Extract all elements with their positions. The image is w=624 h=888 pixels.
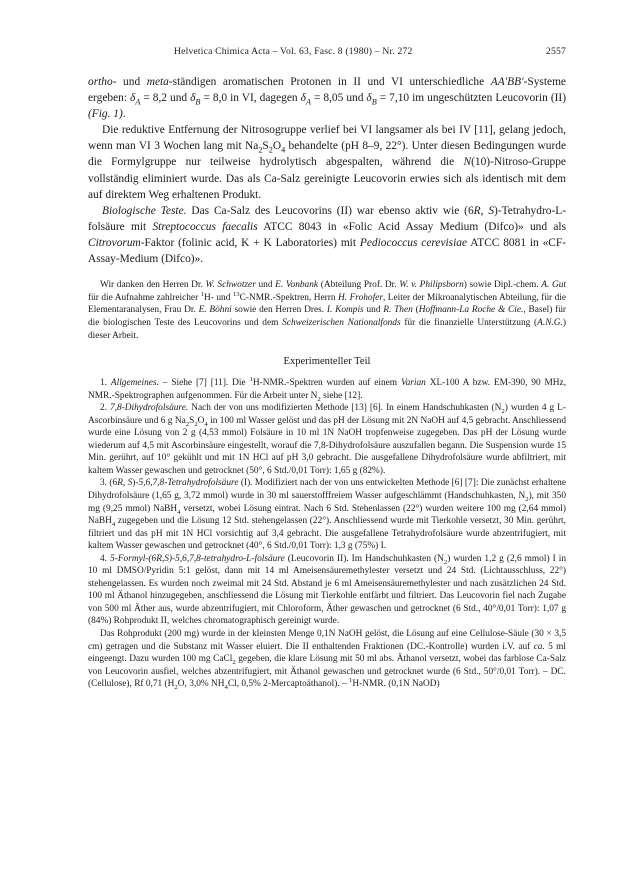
main-text	[88, 74, 566, 267]
section-title: Experimenteller Teil	[283, 356, 371, 368]
experimental-paragraph: 1. Allgemeines. – Siehe [7] [11]. Die $^1$H-NMR.-Spektren wurden auf einem Varian XL-100 A bzw. EM-390, 90 MHz, NMR.-Spektrographen aufgenommen. Für die Arbeit unter $N_2$ siehe [12].	[88, 375, 567, 403]
acknowledgement-text: Wir danken den Herren Dr. W. Schwotzer und E. Vonbank (Abteilung Prof. Dr. W. v. Philipsborn) sowie Dipl.-chem. A. Gut für die Aufnahme zahlreicher $^1$H- und $^{13}$C-NMR.-Spektren, Herrn H. Frohofer, Leiter der Mikroanalytischen Abteilung, für die Elementaranalysen, Frau Dr. E. Böhni sowie den Herren Dres. I. Kompis und R. Then (Hoffmann-La Roche & Cie., Basel) für die biologischen Teste des Leucovorins und dem Schweizerischen Nationalfonds für die finanzielle Unterstützung (A.N.G.) dieser Arbeit.	[88, 280, 567, 341]
body-paragraph: Die reduktive Entfernung der Nitrosogruppe verlief bei VI langsamer als bei IV [11], gelang jedoch, wenn man VI 3 Wochen lang mit $Na_2S_2O_4$ behandelte (pH 8–9, 22°). Unter diesen Bedingungen wurde die Formylgruppe nur teilweise hydrolytisch abgespalten, während die N(10)-Nitroso-Gruppe vollständig eliminiert wurde. Das als Ca-Salz gereinigte Leucovorin erwies sich als identisch mit dem auf direktem Weg erhaltenen Produkt.	[88, 124, 566, 201]
page-number: 2557	[546, 46, 566, 57]
body-paragraph: ortho- und meta-ständigen aromatischen Protonen in II und VI unterschiedliche AA′BB′-Systeme ergeben: $\delta_A = 8,2$ und $\delta_B = 8,0$ in VI, dagegen $\delta_A = 8,05$ und $\delta_B = 7,10$ im ungeschützten Leucovorin (II) (Fig. 1).	[88, 76, 567, 121]
body-paragraph: Biologische Teste. Das Ca-Salz des Leucovorins (II) war ebenso aktiv wie (6R, S)-Tetrahydro-L-folsäure mit Streptococcus faecalis ATCC 8043 in «Folic Acid Assay Medium (Difco)» und als Citrovorum-Faktor (folinic acid, K + K Laboratories) mit Pediococcus cerevisiae ATCC 8081 in «CF-Assay-Medium (Difco)».	[88, 204, 567, 266]
running-header	[88, 46, 566, 62]
running-title: Helvetica Chimica Acta – Vol. 63, Fasc. 8 (1980) – Nr. 272	[174, 46, 413, 57]
acknowledgement	[88, 279, 566, 342]
experimental-section	[88, 377, 566, 691]
experimental-paragraph: 2. 7,8-Dihydrofolsäure. Nach der von uns modifizierten Methode [13] [6]. In einem Handschuhkasten $(N_2)$ wurden 4 g L-Ascorbinsäure und 6 g $Na_2S_2O_4$ in 100 ml Wasser gelöst und das pH der Lösung mit 2N NaOH auf 4,5 gebracht. Anschliessend wurde eine Lösung von 2 g (4,53 mmol) Folsäure in 10 ml 1N NaOH tropfenweise zugegeben. Das pH der Lösung wurde wiederum auf 4,5 mit Ascorbinsäure eingestellt, worauf die 7,8-Dihydrofolsäure auszufallen begann. Die Suspension wurde 15 Min. gerührt, auf 10° gekühlt und mit 1N HCl auf pH 3,0 gebracht. Die ausgefallene Dihydrofolsäure wurde abfiltriert, mit kaltem Wasser gewaschen und getrocknet (50°, 6 Std./0,01 Torr): 1,65 g (82%).	[88, 403, 567, 476]
experimental-paragraph: 3. (6R, S)-5,6,7,8-Tetrahydrofolsäure (I). Modifiziert nach der von uns entwickelten Methode [6] [7]: Die zunächst erhaltene Dihydrofolsäure (1,65 g, 3,72 mmol) wurde in 30 ml sauerstofffreiem Wasser aufgeschlämmt (Handschuhkasten, $N_2$), mit 350 mg (9,25 mmol) NaBH$_4$ versetzt, wobei Lösung eintrat. Nach 6 Std. Stehenlassen (22°) wurden weitere 100 mg (2,64 mmol) NaBH$_4$ zugegeben und die Lösung 12 Std. stehengelassen (22°). Anschliessend wurde mit Tierkohle versetzt, 30 Min. gerührt, filtriert und das pH mit 1N HCl vorsichtig auf 3,4 gebracht. Die ausgefallene Tetrahydrofolsäure wurde abzentrifugiert, mit kaltem Wasser gewaschen und getrocknet (40°, 6 Std./0,01 Torr): 1,3 g (75%) I.	[88, 478, 566, 552]
experimental-paragraph: 4. 5-Formyl-(6R,S)-5,6,7,8-tetrahydro-L-folsäure (Leucovorin II). Im Handschuhkasten $(N_2)$ wurden 1,2 g (2,6 mmol) I in 10 ml DMSO/Pyridin 5:1 gelöst, dann mit 14 ml Ameisensäuremethylester versetzt und 24 Std. (Lichtausschluss, 22°) stehengelassen. Es wurden noch zweimal mit 24 Std. Abstand je 6 ml Ameisensäuremethylester und nach zusätzlichen 24 Std. 100 ml Äthanol hinzugegeben, anschliessend die Lösung mit Tierkohle entfärbt und filtriert. Das Leucovorin fiel nach Zugabe von 500 ml Äther aus, wurde abzentrifugiert, mit Chloroform, Äther gewaschen und getrocknet (6 Std., 40°/0,01 Torr): 1,07 g (84%) Rohprodukt II, welches chromatographisch gereinigt wurde.	[88, 553, 566, 627]
experimental-paragraph: Das Rohprodukt (200 mg) wurde in der kleinsten Menge 0,1N NaOH gelöst, die Lösung auf eine Cellulose-Säule (30 × 3,5 cm) getragen und die Substanz mit Wasser eluiert. Die II enthaltenden Fraktionen (DC.-Kontrolle) wurden i.V. auf ca. 5 ml eingeengt. Dazu wurden 100 mg CaCl$_2$ gegeben, die klare Lösung mit 50 ml abs. Äthanol versetzt, wobei das farblose Ca-Salz von Leucovorin ausfiel, welches abzentrifugiert, mit Äthanol gewaschen und getrocknet wurde (6 Std., 50°/0,01 Torr). – DC. (Cellulose), Rf 0,71 ($H_2O$, 3,0% $NH_4Cl$, 0,5% 2-Mercaptoäthanol). – $^1$H-NMR. (0,1N NaOD)	[88, 629, 566, 692]
